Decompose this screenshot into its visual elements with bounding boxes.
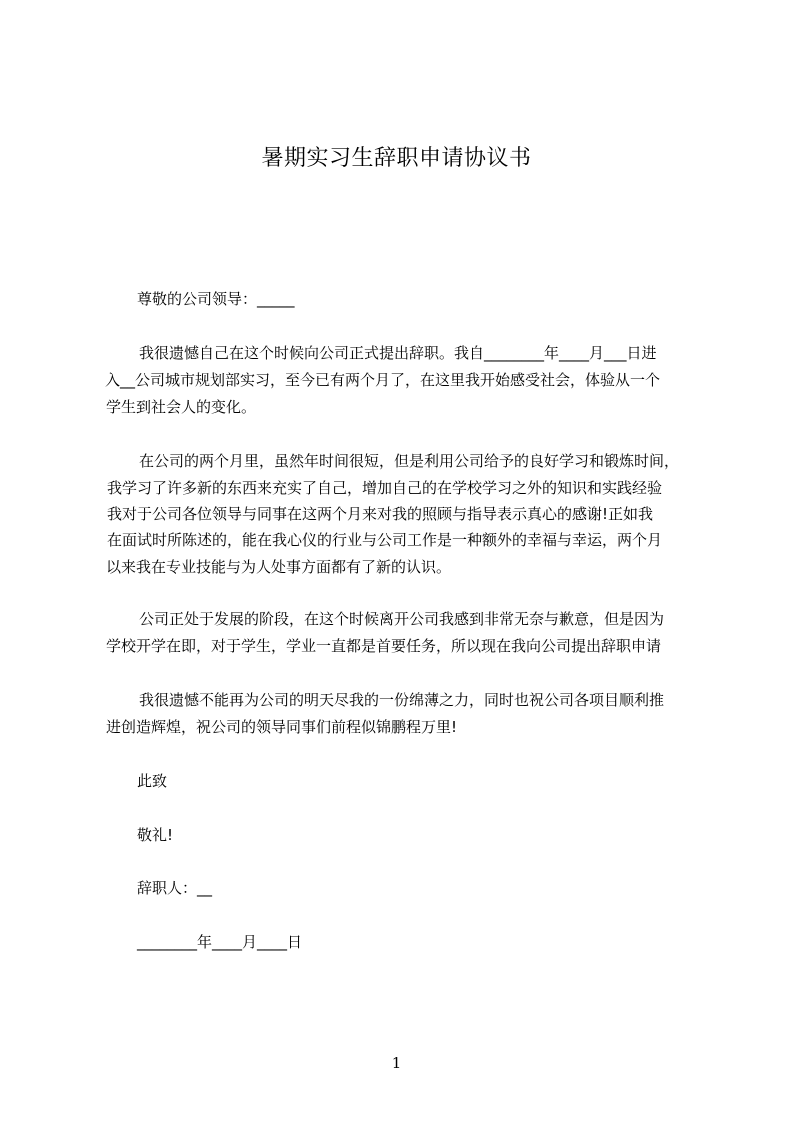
page-number: 1: [391, 1054, 402, 1072]
paragraph-2-line-1: 在公司的两个月里，虽然年时间很短，但是利用公司给予的良好学习和锻炼时间，: [139, 452, 680, 470]
closing-line-2: 敬礼!: [137, 826, 174, 844]
paragraph-1-line-2: 入__公司城市规划部实习，至今已有两个月了，在这里我开始感受社会，体验从一个: [105, 371, 661, 389]
signer-line: 辞职人：__: [137, 879, 213, 897]
paragraph-4-line-1: 我很遗憾不能再为公司的明天尽我的一份绵薄之力，同时也祝公司各项目顺利推: [139, 691, 665, 709]
date-line: ________年____月____日: [137, 933, 303, 951]
paragraph-1-line-1: 我很遗憾自己在这个时候向公司正式提出辞职。我自________年____月___日进: [139, 344, 657, 362]
paragraph-2-line-3: 我对于公司各位领导与同事在这两个月来对我的照顾与指导表示真心的感谢!正如我: [107, 505, 654, 523]
document-title: 暑期实习生辞职申请协议书: [261, 146, 532, 171]
paragraph-3-line-1: 公司正处于发展的阶段，在这个时候离开公司我感到非常无奈与歉意，但是因为: [139, 610, 665, 628]
salutation: 尊敬的公司领导：_____: [137, 290, 295, 308]
paragraph-3-line-2: 学校开学在即，对于学生，学业一直都是首要任务，所以现在我向公司提出辞职申请: [106, 637, 662, 655]
paragraph-2-line-2: 我学习了许多新的东西来充实了自己，增加自己的在学校学习之外的知识和实践经验: [107, 479, 663, 497]
paragraph-2-line-4: 在面试时所陈述的，能在我心仪的行业与公司工作是一种额外的幸福与幸运，两个月: [107, 531, 663, 549]
paragraph-4-line-2: 进创造辉煌，祝公司的领导同事们前程似锦鹏程万里!: [106, 718, 458, 736]
paragraph-2-line-5: 以来我在专业技能与为人处事方面都有了新的认识。: [106, 558, 452, 576]
closing-line-1: 此致: [137, 772, 168, 790]
paragraph-1-line-3: 学生到社会人的变化。: [106, 398, 257, 416]
